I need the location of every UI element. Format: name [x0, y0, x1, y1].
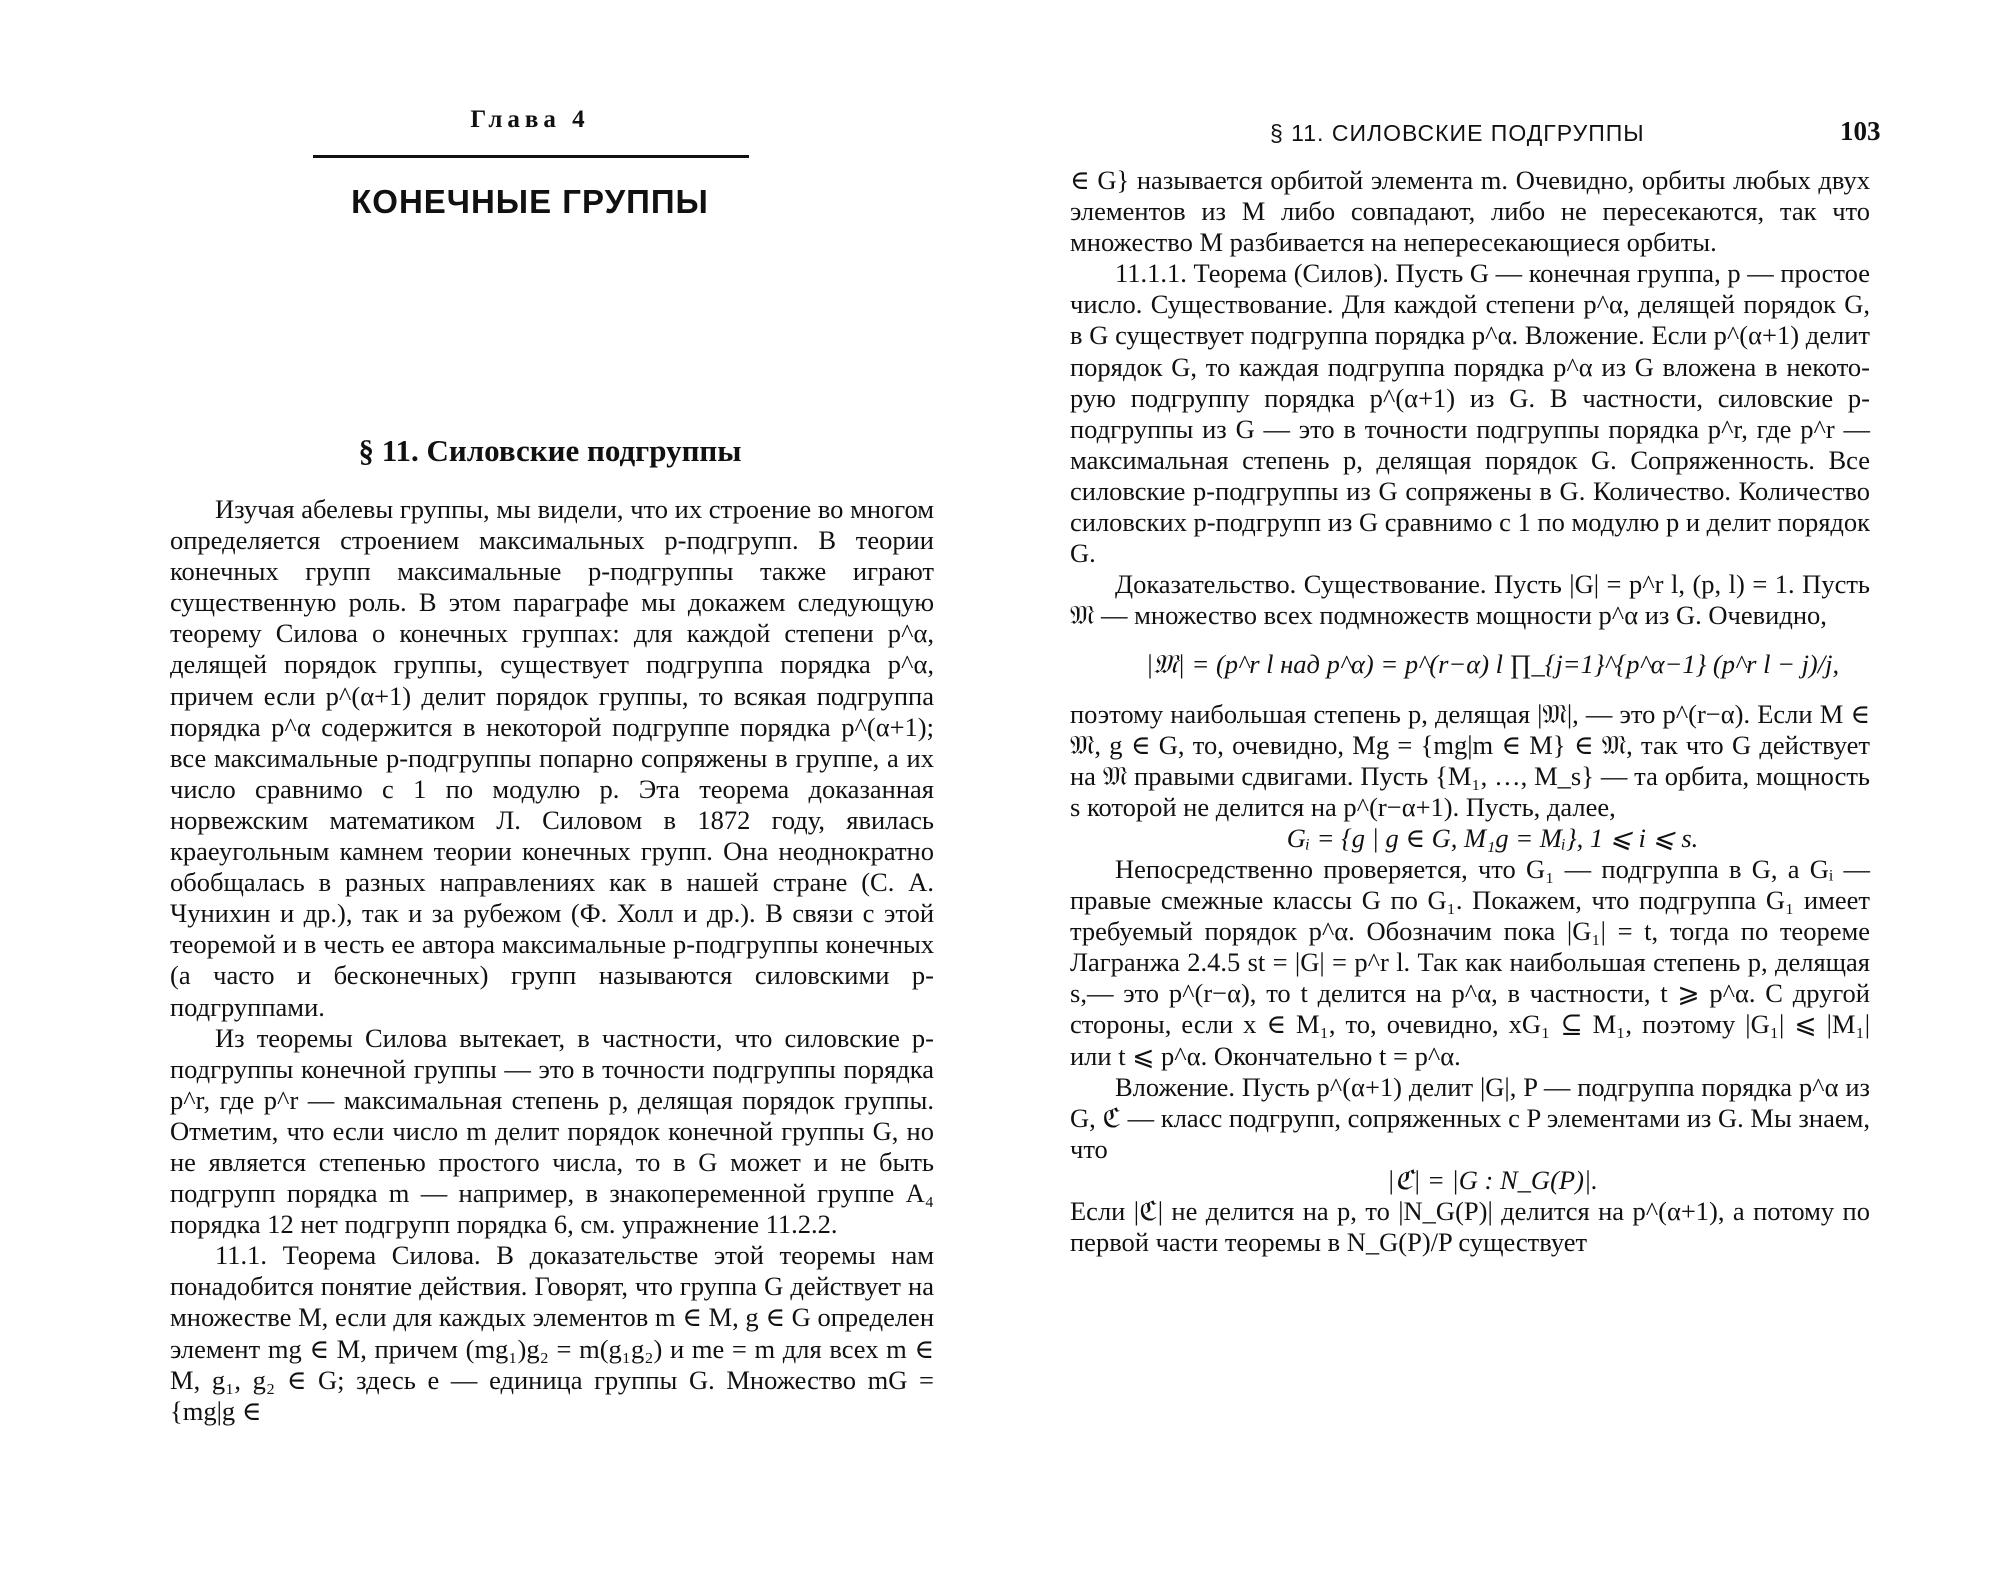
- left-body-text: [170, 494, 934, 1427]
- chapter-title: КОНЕЧНЫЕ ГРУППЫ: [351, 183, 709, 220]
- right-paragraph-4: поэтому наибольшая степень p, делящая |𝔐|, — это p^(r−α). Если M ∈ 𝔐, g ∈ G, то, очевидно, Mg = {mg|m ∈ M} ∈ 𝔐, так что G действует на 𝔐 правыми сдвигами. Пусть {M₁, …, M_s} — та орбита, мощность s которой не делится на p^(r−α+1). Пусть, далее,: [1070, 698, 1870, 822]
- right-paragraph-7: Если |ℭ| не делится на p, то |N_G(P)| делится на p^(α+1), а потому по первой части теоремы в N_G(P)/P существует: [1070, 1196, 1870, 1258]
- right-paragraph-5: Непосредственно проверяется, что G₁ — подгруппа в G, а Gᵢ — правые смежные классы G по G₁. Покажем, что подгруппа G₁ имеет требуемый порядок p^α. Обозначим пока |G₁| = t, тогда по теореме Лагранжа 2.4.5 st = |G| = p^r l. Так как наибольшая степень p, делящая s,— это p^(r−α), то t делится на p^α, в частности, t ⩾ p^α. С другой стороны, если x ∈ M₁, то, очевидно, xG₁ ⊆ M₁, поэтому |G₁| ⩽ |M₁| или t ⩽ p^α. Окончательно t = p^α.: [1070, 853, 1870, 1071]
- formula-cosets: Gᵢ = {g | g ∈ G, M₁g = Mᵢ}, 1 ⩽ i ⩽ s.: [1286, 822, 1699, 853]
- left-paragraph-3: 11.1. Теорема Силова. В доказательстве этой теоремы нам понадобится понятие действия. Говорят, что группа G действует на множестве M, если для каждых элементов m ∈ M, g ∈ G определен элемент mg ∈ M, причем (mg₁)g₂ = m(g₁g₂) и me = m для всех m ∈ M, g₁, g₂ ∈ G; здесь e — единица группы G. Множество mG = {mg|g ∈: [170, 1240, 934, 1426]
- right-paragraph-2: 11.1.1. Теорема (Силов). Пусть G — конечная группа, p — простое число. Существование. Для каждой степени p^α, делящей порядок G, в G существует подгруппа порядка p^α. Вложение. Если p^(α+1) делит порядок G, то каждая подгруппа порядка p^α из G вложена в некоторую подгруппу порядка p^(α+1) из G. В частности, силовские p-подгруппы из G — это в точности подгруппы порядка p^r, где p^r — максимальная степень p, делящая порядок G. Сопряженность. Все силовские p-подгруппы из G сопряжены в G. Количество. Количество силовских p-подгрупп из G сравнимо с 1 по модулю p и делит порядок G.: [1070, 258, 1870, 569]
- right-body-text: [1070, 165, 1870, 1258]
- running-header: § 11. СИЛОВСКИЕ ПОДГРУППЫ: [1270, 120, 1645, 146]
- section-title: § 11. Силовские подгруппы: [358, 433, 742, 468]
- chapter-label: Глава 4: [470, 106, 590, 133]
- formula-binomial: |𝔐| = (p^r l над p^α) = p^(r−α) l ∏_{j=1}^{p^α−1} (p^r l − j)/j,: [1145, 649, 1840, 680]
- right-paragraph-6: Вложение. Пусть p^(α+1) делит |G|, P — подгруппа порядка p^α из G, ℭ — класс подгрупп, сопряженных с P элементами из G. Мы знаем, что: [1070, 1071, 1870, 1164]
- right-page: [1000, 0, 2000, 1587]
- formula-normalizer: |ℭ| = |G : N_G(P)|.: [1387, 1164, 1598, 1195]
- page-number: 103: [1840, 116, 1881, 146]
- left-paragraph-1: Изучая абелевы группы, мы видели, что их строение во многом определяется строением максимальных p-подгрупп. В теории конечных групп максимальные p-подгруппы также играют существенную роль. В этом параграфе мы докажем следующую теорему Силова о конечных группах: для каждой степени p^α, делящей порядок группы, существует подгруппа порядка p^α, причем если p^(α+1) делит порядок группы, то всякая подгруппа порядка p^α содержится в некоторой подгруппе порядка p^(α+1); все максимальные p-подгруппы попарно сопряжены в группе, а их число сравнимо с 1 по модулю p. Эта теорема доказанная норвежским математиком Л. Силовом в 1872 году, явилась краеугольным камнем теории конечных групп. Она неоднократно обобщалась в разных направлениях как в нашей стране (С. А. Чунихин и др.), так и за рубежом (Ф. Холл и др.). В связи с этой теоремой и в честь ее автора максимальные p-подгруппы конечных (а часто и бесконечных) групп называются силовскими p-подгруппами.: [170, 494, 934, 1022]
- left-paragraph-2: Из теоремы Силова вытекает, в частности, что силовские p-подгруппы конечной группы — это в точности подгруппы порядка p^r, где p^r — максимальная степень p, делящая порядок группы. Отметим, что если число m делит порядок конечной группы G, но не является степенью простого числа, то в G может и не быть подгрупп порядка m — например, в знакопеременной группе A₄ порядка 12 нет подгрупп порядка 6, см. упражнение 11.2.2.: [170, 1022, 934, 1240]
- right-paragraph-3: Доказательство. Существование. Пусть |G| = p^r l, (p, l) = 1. Пусть 𝔐 — множество всех подмножеств мощности p^α из G. Очевидно,: [1070, 569, 1870, 631]
- right-paragraph-1: ∈ G} называется орбитой элемента m. Очевидно, орбиты любых двух элементов из M либо совпадают, либо не пересекаются, так что множество M разбивается на непересекающиеся орбиты.: [1070, 165, 1870, 258]
- chapter-rule: [313, 155, 749, 158]
